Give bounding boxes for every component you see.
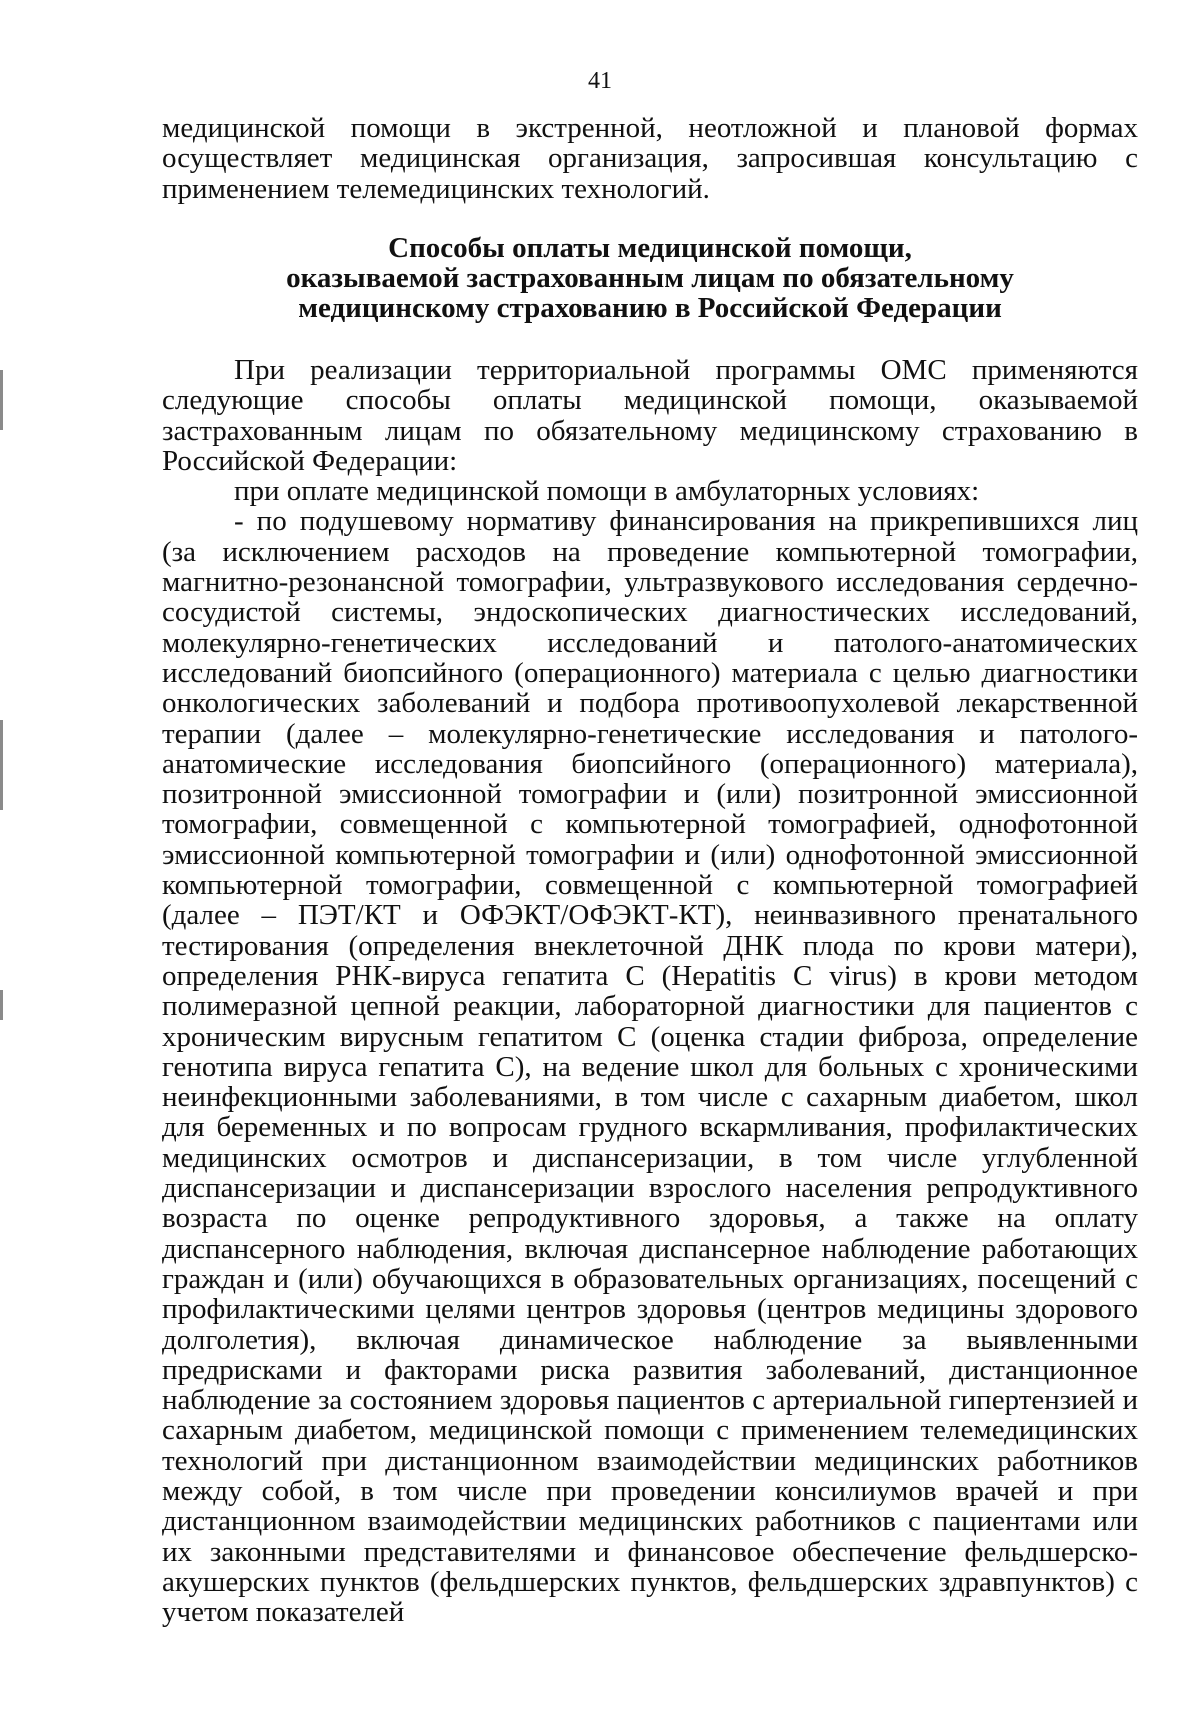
- heading-line-1: Способы оплаты медицинской помощи,: [388, 232, 912, 264]
- paragraph-payment-methods: При реализации территориальной программы ОМС применяются следующие способы оплаты медицинской помощи, оказываемой застрахованным лицам по обязательному медицинскому страхованию в Российской Федерации:: [162, 354, 1138, 477]
- body-section: [162, 355, 1138, 1627]
- scan-edge-mark: [0, 370, 3, 430]
- intro-section: [162, 113, 1138, 204]
- section-heading: [162, 233, 1138, 323]
- scan-edge-mark: [0, 990, 3, 1020]
- scan-edge-mark: [0, 720, 3, 810]
- page-number: 41: [588, 68, 612, 94]
- intro-paragraph: медицинской помощи в экстренной, неотложной и плановой формах осуществляет медицинская организация, запросившая консультацию с применением телемедицинских технологий.: [162, 112, 1138, 205]
- paragraph-outpatient: при оплате медицинской помощи в амбулаторных условиях:: [234, 475, 980, 508]
- paragraph-per-capita: - по подушевому нормативу финансирования на прикрепившихся лиц (за исключением расходов на проведение компьютерной томографии, магнитно-резонансной томографии, ультразвукового исследования сердечно-сосудистой системы, эндоскопических диагностических исследований, молекулярно-генетических исследований и патолого-анатомических исследований биопсийного (операционного) материала с целью диагностики онкологических заболеваний и подбора противоопухолевой лекарственной терапии (далее – молекулярно-генетические исследования и патолого-анатомические исследования биопсийного (операционного) материала), позитронной эмиссионной томографии и (или) позитронной эмиссионной томографии, совмещенной с компьютерной томографией, однофотонной эмиссионной компьютерной томографии и (или) однофотонной эмиссионной компьютерной томографии, совмещенной с компьютерной томографией (далее – ПЭТ/КТ и ОФЭКТ/ОФЭКТ-КТ), неинвазивного пренатального тестирования (определения внеклеточной ДНК плода по крови матери), определения РНК-вируса гепатита С (Hepatitis C virus) в крови методом полимеразной цепной реакции, лабораторной диагностики для пациентов с хроническим вирусным гепатитом С (оценка стадии фиброза, определение генотипа вируса гепатита С), на ведение школ для больных с хроническими неинфекционными заболеваниями, в том числе с сахарным диабетом, школ для беременных и по вопросам грудного вскармливания, профилактических медицинских осмотров и диспансеризации, в том числе углубленной диспансеризации и диспансеризации взрослого населения репродуктивного возраста по оценке репродуктивного здоровья, а также на оплату диспансерного наблюдения, включая диспансерное наблюдение работающих граждан и (или) обучающихся в образовательных организациях, посещений с профилактическими целями центров здоровья (центров медицины здорового долголетия), включая динамическое наблюдение за выявленными предрисками и факторами риска развития заболеваний, дистанционное наблюдение за состоянием здоровья пациентов с артериальной гипертензией и сахарным диабетом, медицинской помощи с применением телемедицинских технологий при дистанционном взаимодействии медицинских работников между собой, в том числе при проведении консилиумов врачей и при дистанционном взаимодействии медицинских работников с пациентами или их законными представителями и финансовое обеспечение фельдшерско-акушерских пунктов (фельдшерских пунктов, фельдшерских здравпунктов) с учетом показателей: [162, 505, 1138, 1629]
- heading-line-3: медицинскому страхованию в Российской Федерации: [298, 292, 1002, 324]
- heading-line-2: оказываемой застрахованным лицам по обязательному: [286, 262, 1014, 294]
